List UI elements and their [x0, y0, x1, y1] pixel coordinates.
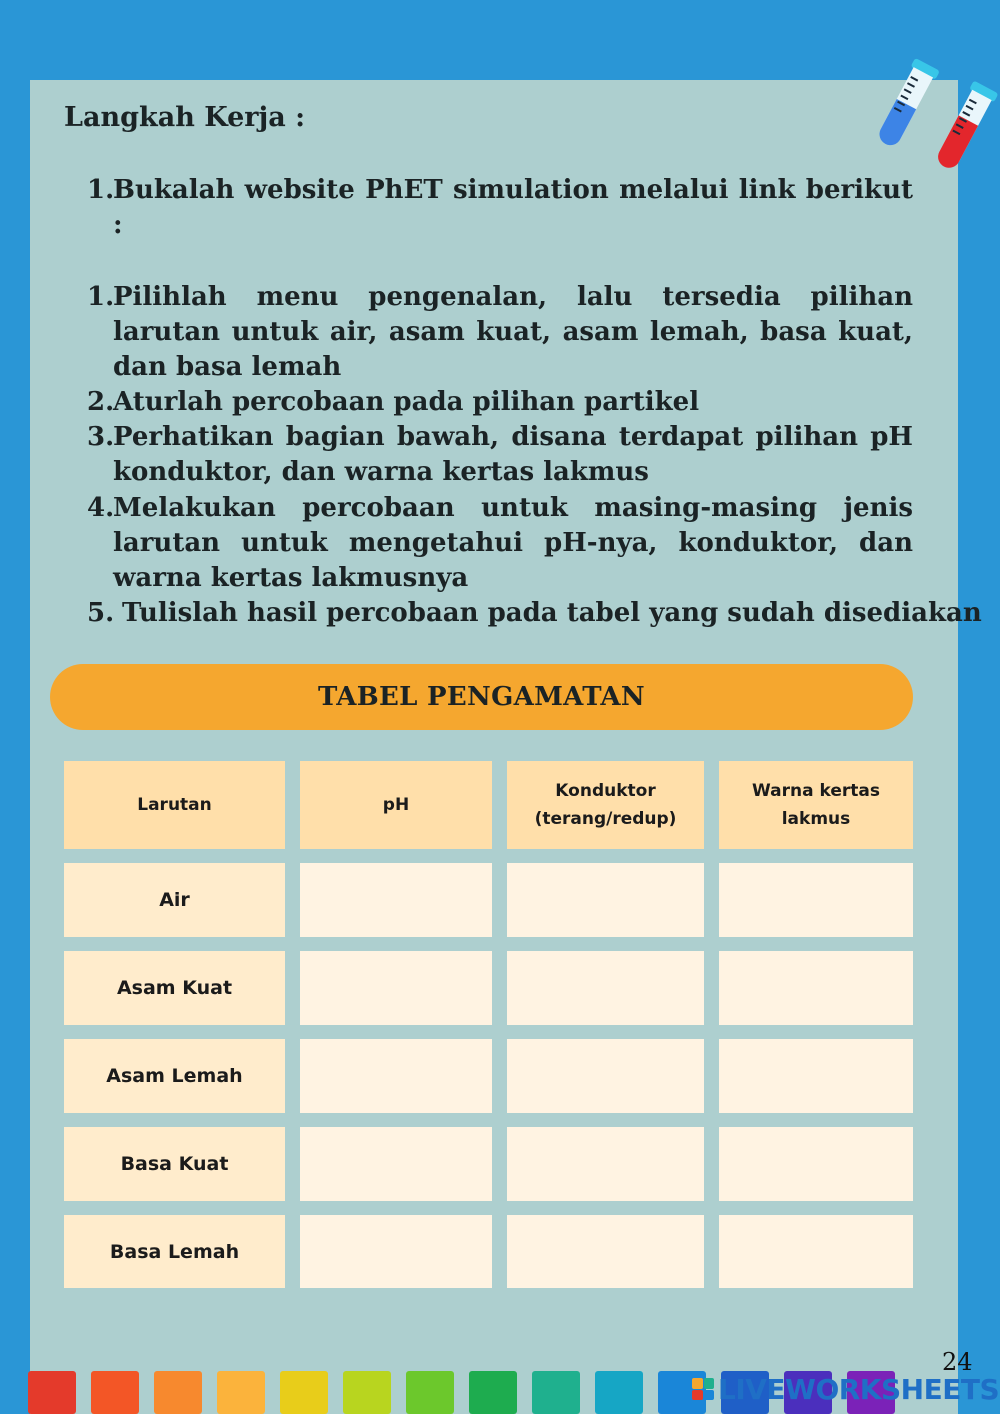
- step-text: Bukalah website PhET simulation melalui link berikut :: [113, 175, 913, 240]
- step-text: Aturlah percobaan pada pilihan partikel: [113, 387, 700, 417]
- step-number: 1.: [87, 175, 115, 205]
- konduktor-cell[interactable]: [507, 863, 704, 937]
- corner-decoration: [958, 1290, 1000, 1350]
- liveworksheets-logo-icon: [692, 1378, 714, 1400]
- konduktor-cell[interactable]: [507, 1215, 704, 1288]
- step-item-3: [87, 420, 913, 490]
- header-konduktor: Konduktor (terang/redup): [507, 761, 704, 849]
- step-text: Tulislah hasil percobaan pada tabel yang sudah disediakan: [113, 598, 982, 628]
- row-label-asam-lemah: Asam Lemah: [64, 1039, 285, 1113]
- watermark-text: LIVEWORKSHEETS: [718, 1372, 1000, 1406]
- color-swatch: [91, 1371, 139, 1414]
- konduktor-cell[interactable]: [507, 951, 704, 1025]
- step-item-1: [87, 280, 913, 385]
- ph-cell[interactable]: [300, 1127, 492, 1201]
- header-larutan: Larutan: [64, 761, 285, 849]
- color-swatch: [595, 1371, 643, 1414]
- color-swatch: [154, 1371, 202, 1414]
- row-label-basa-kuat: Basa Kuat: [64, 1127, 285, 1201]
- test-tubes-icon: [855, 52, 1000, 202]
- step-item-5: [87, 596, 982, 631]
- ph-cell[interactable]: [300, 1039, 492, 1113]
- step-text: Melakukan percobaan untuk masing-masing jenis larutan untuk mengetahui pH-nya, konduktor, dan warna kertas lakmusnya: [113, 493, 913, 593]
- lakmus-cell[interactable]: [719, 863, 913, 937]
- color-swatch: [343, 1371, 391, 1414]
- color-swatch: [217, 1371, 265, 1414]
- lakmus-cell[interactable]: [719, 1127, 913, 1201]
- lakmus-cell[interactable]: [719, 951, 913, 1025]
- step-item-4: [87, 491, 913, 596]
- table-title-banner: TABEL PENGAMATAN: [50, 664, 913, 730]
- color-swatch: [469, 1371, 517, 1414]
- color-swatch: [280, 1371, 328, 1414]
- liveworksheets-watermark: [692, 1370, 999, 1408]
- color-swatch: [532, 1371, 580, 1414]
- step-item-2: [87, 385, 913, 420]
- header-warna-lakmus: Warna kertas lakmus: [719, 761, 913, 849]
- intro-step: [87, 173, 913, 243]
- step-text: Perhatikan bagian bawah, disana terdapat pilihan pH konduktor, dan warna kertas lakmus: [113, 422, 913, 487]
- color-swatch: [406, 1371, 454, 1414]
- color-swatch: [28, 1371, 76, 1414]
- ph-cell[interactable]: [300, 951, 492, 1025]
- ph-cell[interactable]: [300, 1215, 492, 1288]
- row-label-air: Air: [64, 863, 285, 937]
- step-number: 1.: [87, 282, 115, 312]
- step-number: 4.: [87, 493, 115, 523]
- step-text: Pilihlah menu pengenalan, lalu tersedia pilihan larutan untuk air, asam kuat, asam lemah, basa kuat, dan basa lemah: [113, 282, 913, 382]
- lakmus-cell[interactable]: [719, 1215, 913, 1288]
- row-label-basa-lemah: Basa Lemah: [64, 1215, 285, 1288]
- ph-cell[interactable]: [300, 863, 492, 937]
- header-ph: pH: [300, 761, 492, 849]
- konduktor-cell[interactable]: [507, 1039, 704, 1113]
- page-heading: Langkah Kerja :: [64, 102, 306, 133]
- step-number: 3.: [87, 422, 115, 452]
- konduktor-cell[interactable]: [507, 1127, 704, 1201]
- step-number: 5.: [87, 598, 115, 628]
- lakmus-cell[interactable]: [719, 1039, 913, 1113]
- step-number: 2.: [87, 387, 115, 417]
- row-label-asam-kuat: Asam Kuat: [64, 951, 285, 1025]
- page-number: 24: [942, 1348, 973, 1376]
